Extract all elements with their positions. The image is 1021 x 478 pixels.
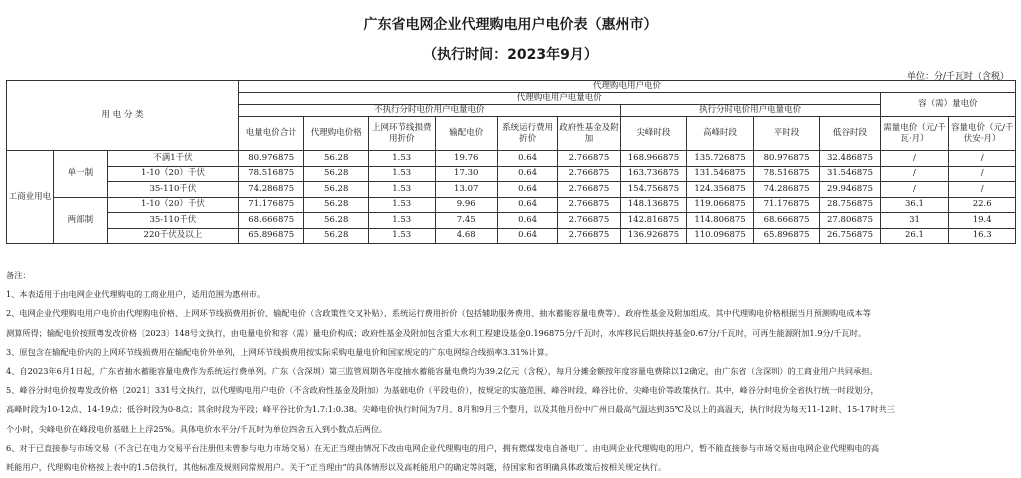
cell: 31.546875 (820, 166, 880, 182)
execution-period: （执行时间：2023年9月） (423, 47, 598, 63)
cell: 68.666875 (753, 213, 820, 229)
category-header: 用 电 分 类 (7, 81, 239, 151)
col-header: 电量电价合计 (238, 117, 304, 151)
cell: 65.896875 (753, 228, 820, 244)
tou-header: 执行分时电价用户电量电价 (620, 105, 880, 117)
note-line: 4、自2023年6月1日起，广东省抽水蓄能容量电费作为系统运行费单列。广东（含深圳）第三监管周期各年度抽水蓄能容量电费均为39.2亿元（含税），每月分摊金额按年度容量电费除以12确定，由广东省（含深圳）的工商业用户共同承担。 (6, 366, 878, 377)
col-header: 低谷时段 (820, 117, 880, 151)
note-line: 测算所得；输配电价按照粤发改价格〔2023〕148号文执行，由电量电价和容（需）量电价构成；政府性基金及附加包含重大水利工程建设基金0.196875分/千瓦时，水库移民后期扶持基金0.67分/千瓦时，可再生能源附加1.9分/千瓦时。 (6, 327, 867, 338)
cell: 2.766875 (558, 151, 620, 167)
cell: 154.756875 (620, 182, 687, 198)
cell: 56.28 (304, 166, 368, 182)
cell: 13.07 (435, 182, 497, 198)
cell: 32.486875 (820, 151, 880, 167)
cell: 19.76 (435, 151, 497, 167)
cell: 78.516875 (753, 166, 820, 182)
cell: 2.766875 (558, 182, 620, 198)
energy-price-header: 代理购电用户电量电价 (238, 93, 880, 105)
table-row (7, 228, 1016, 244)
cell: 2.766875 (558, 166, 620, 182)
col-header: 代理购电价格 (304, 117, 368, 151)
cell: 124.356875 (687, 182, 754, 198)
cell: 2.766875 (558, 228, 620, 244)
cell: 80.976875 (238, 151, 304, 167)
cell: 56.28 (304, 151, 368, 167)
non-tou-header: 不执行分时电价用户电量电价 (238, 105, 620, 117)
cell: 56.28 (304, 228, 368, 244)
cell: 119.066875 (687, 197, 754, 213)
note-line: 耗能用户，代理购电价格按上表中的1.5倍执行，其他标准及规则同常规用户。关于“正当理由”的具体情形以及高耗能用户的确定等问题，待国家和省明确具体政策后按相关规定执行。 (6, 462, 667, 473)
cell: 9.96 (435, 197, 497, 213)
notes-section (6, 266, 1016, 477)
table-row (7, 166, 1016, 182)
note-line: 6、对于已直接参与市场交易（不含已在电力交易平台注册但未曾参与电力市场交易）在无正当理由情况下改由电网企业代理购电的用户，拥有燃煤发电自备电厂、由电网企业代理购电的用户，暂不能直接参与市场交易由电网企业代理购电的高 (6, 442, 880, 453)
cell: 0.64 (497, 182, 557, 198)
cell: 71.176875 (753, 197, 820, 213)
cell: 26.756875 (820, 228, 880, 244)
cell: 131.546875 (687, 166, 754, 182)
cell: 163.736875 (620, 166, 687, 182)
cell: / (949, 166, 1016, 182)
cell: 0.64 (497, 228, 557, 244)
cell: 74.286875 (238, 182, 304, 198)
cell: 0.64 (497, 197, 557, 213)
col-header: 需量电价（元/千瓦·月） (880, 117, 949, 151)
voltage-level: 220千伏及以上 (107, 228, 238, 244)
cell: 22.6 (949, 197, 1016, 213)
page-title: 广东省电网企业代理购电用户电价表（惠州市） (363, 17, 658, 33)
cell: 1.53 (368, 182, 435, 198)
cell: 29.946875 (820, 182, 880, 198)
agent-price-header: 代理购电用户电价 (238, 81, 1015, 93)
notes-heading: 备注： (6, 270, 31, 280)
cell: 17.30 (435, 166, 497, 182)
col-header: 系统运行费用折价 (497, 117, 557, 151)
cell: 71.176875 (238, 197, 304, 213)
unit-label: 单位：分/千瓦时（含税） (906, 72, 1009, 82)
table-row (7, 213, 1016, 229)
cell: 56.28 (304, 213, 368, 229)
col-header: 平时段 (753, 117, 820, 151)
col-header: 政府性基金及附加 (558, 117, 620, 151)
cell: 2.766875 (558, 213, 620, 229)
note-line: 5、峰谷分时电价按粤发改价格〔2021〕331号文执行，以代理购电用户电价（不含政府性基金及附加）为基础电价（平段电价），按规定的实施范围、峰谷时段、峰谷比价、尖峰电价等政策执行。其中，峰谷分时电价全省执行统一时段划分， (6, 385, 879, 396)
cell: 148.136875 (620, 197, 687, 213)
cell: 168.966875 (620, 151, 687, 167)
group-dual: 两部制 (53, 197, 107, 244)
voltage-level: 不满1千伏 (107, 151, 238, 167)
cell: / (880, 151, 949, 167)
cell: 135.726875 (687, 151, 754, 167)
note-line: 1、本表适用于由电网企业代理购电的工商业用户，适用范围为惠州市。 (6, 289, 266, 300)
cell: 4.68 (435, 228, 497, 244)
note-line: 高峰时段为10-12点、14-19点；低谷时段为0-8点；其余时段为平段；峰平谷比价为1.7:1:0.38。尖峰电价执行时间为7月、8月和9月三个整月，以及其他月份中广州日最高气温达到35℃及以上的高温天，执行时段为每天11-12时、15-17时共三 (6, 404, 895, 415)
cell: 7.45 (435, 213, 497, 229)
cell: 26.1 (880, 228, 949, 244)
col-header: 高峰时段 (687, 117, 754, 151)
cell: 31 (880, 213, 949, 229)
cell: 68.666875 (238, 213, 304, 229)
cell: 142.816875 (620, 213, 687, 229)
cell: 28.756875 (820, 197, 880, 213)
voltage-level: 1-10（20）千伏 (107, 197, 238, 213)
cell: / (880, 166, 949, 182)
table-row (7, 182, 1016, 198)
note-line: 个小时，尖峰电价在峰段电价基础上上浮25%。具体电价水平分/千瓦时为单位四舍五入到小数点后两位。 (6, 423, 388, 434)
cell: 110.096875 (687, 228, 754, 244)
voltage-level: 35-110千伏 (107, 182, 238, 198)
voltage-level: 1-10（20）千伏 (107, 166, 238, 182)
capacity-price-header: 容（需）量电价 (880, 93, 1015, 117)
group-single: 单一制 (53, 151, 107, 198)
cell: 36.1 (880, 197, 949, 213)
cell: / (949, 182, 1016, 198)
voltage-level: 35-110千伏 (107, 213, 238, 229)
table-row (7, 197, 1016, 213)
cell: 0.64 (497, 213, 557, 229)
col-header: 输配电价 (435, 117, 497, 151)
cell: 1.53 (368, 213, 435, 229)
cell: 74.286875 (753, 182, 820, 198)
col-header: 上网环节线损费用折价 (368, 117, 435, 151)
cell: 65.896875 (238, 228, 304, 244)
cell: 114.806875 (687, 213, 754, 229)
cell: 27.806875 (820, 213, 880, 229)
table-row (7, 151, 1016, 167)
note-line: 2、电网企业代理购电用户电价由代理购电价格、上网环节线损费用折价、输配电价（含政策性交叉补贴）、系统运行费用折价（包括辅助服务费用、抽水蓄能容量电费等）、政府性基金及附加组成。其中代理购电价格根据当月预测购电成本等 (6, 308, 871, 319)
cell: 1.53 (368, 166, 435, 182)
cell: 0.64 (497, 166, 557, 182)
cell: 0.64 (497, 151, 557, 167)
price-table (6, 80, 1016, 244)
cell: 56.28 (304, 197, 368, 213)
cell: 1.53 (368, 151, 435, 167)
cell: / (880, 182, 949, 198)
cell: 56.28 (304, 182, 368, 198)
cell: 16.3 (949, 228, 1016, 244)
group-industrial: 工商业用电 (7, 151, 54, 244)
cell: 1.53 (368, 228, 435, 244)
cell: 19.4 (949, 213, 1016, 229)
note-line: 3、原包含在输配电价内的上网环节线损费用在输配电价外单列，上网环节线损费用按实际采购电量电价和国家规定的广东电网综合线损率3.31%计算。 (6, 346, 554, 357)
cell: 78.516875 (238, 166, 304, 182)
cell: / (949, 151, 1016, 167)
cell: 2.766875 (558, 197, 620, 213)
cell: 80.976875 (753, 151, 820, 167)
col-header: 容量电价（元/千伏安·月） (949, 117, 1016, 151)
col-header: 尖峰时段 (620, 117, 687, 151)
cell: 136.926875 (620, 228, 687, 244)
cell: 1.53 (368, 197, 435, 213)
